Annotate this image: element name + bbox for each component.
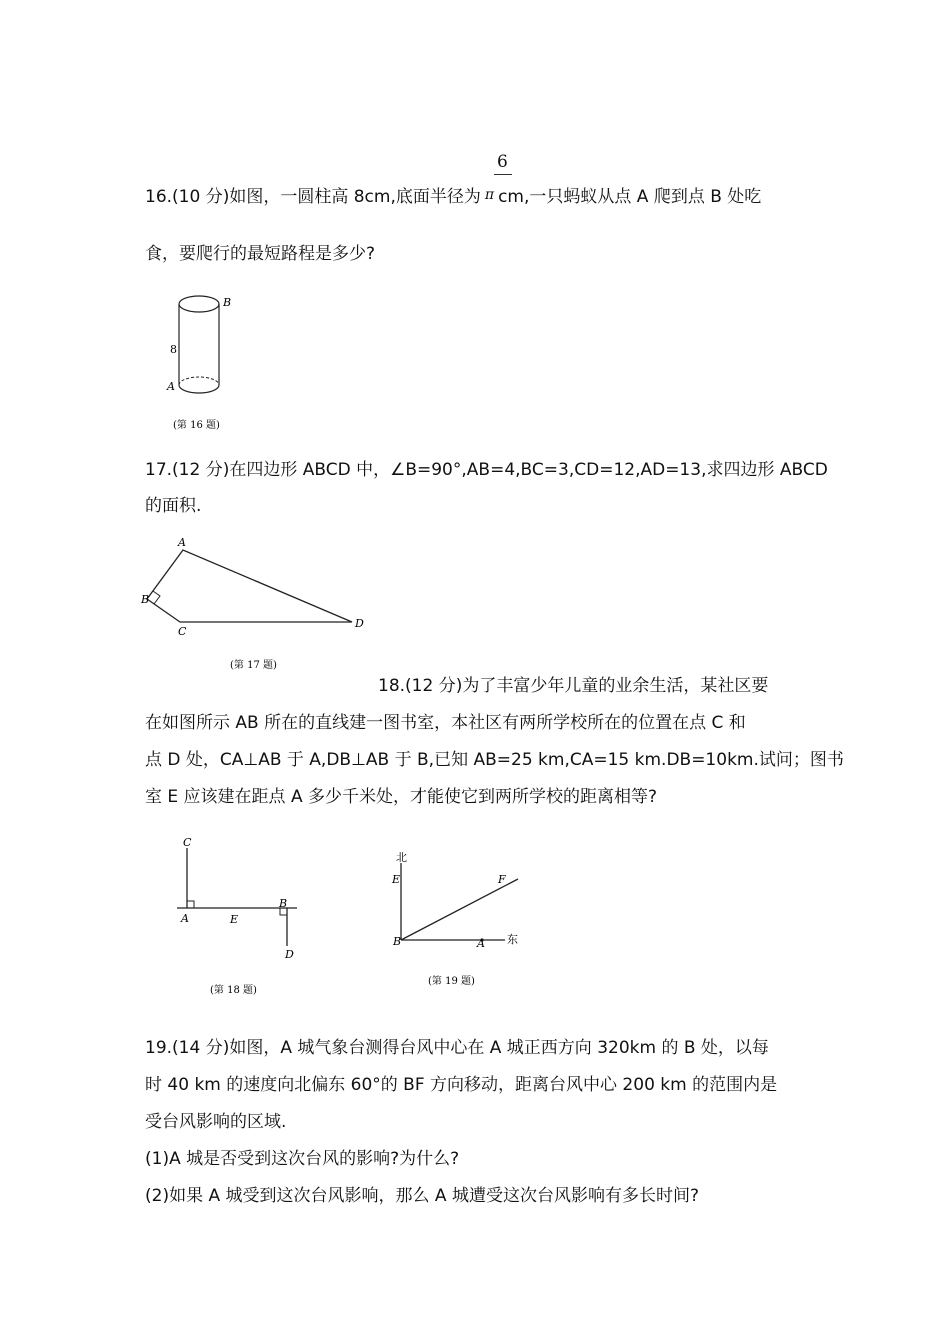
q17-line-1: 17.(12 分)在四边形 ABCD 中，∠B=90°,AB=4,BC=3,CD=12,AD=13,求四边形 ABCD <box>145 460 828 480</box>
q19-caption: (第 19 题) <box>428 976 475 987</box>
point-c-label: C <box>183 836 192 849</box>
pi-symbol: π <box>484 187 495 203</box>
point-b-label: B <box>393 935 402 948</box>
q19-figure <box>385 845 535 1000</box>
q16-text-a: 16.(10 分)如图，一圆柱高 8cm,底面半径为 <box>145 187 481 207</box>
q19-line-5: (2)如果 A 城受到这次台风影响，那么 A 城遭受这次台风影响有多长时间? <box>145 1186 699 1206</box>
q17-caption: (第 17 题) <box>230 660 277 671</box>
q16-line-1 <box>145 184 761 208</box>
height-label: 8 <box>170 343 177 356</box>
q18-figure <box>150 830 325 1005</box>
q19-line-4: (1)A 城是否受到这次台风的影响?为什么? <box>145 1149 460 1169</box>
q18-line-2: 在如图所示 AB 所在的直线建一图书室，本社区有两所学校所在的位置在点 C 和 <box>145 713 746 733</box>
q16-cylinder-figure <box>160 290 250 440</box>
point-a-label: A <box>477 937 485 950</box>
q16-caption: (第 16 题) <box>173 420 220 431</box>
east-label: 东 <box>507 933 518 946</box>
cylinder-bottom-back <box>179 377 219 385</box>
cylinder-top-ellipse <box>179 296 219 312</box>
quadrilateral-abcd <box>147 550 352 622</box>
q18-line-1: 18.(12 分)为了丰富少年儿童的业余生活，某社区要 <box>378 676 769 696</box>
q16-line-2: 食，要爬行的最短路程是多少? <box>145 244 376 264</box>
point-d-label: D <box>285 948 294 961</box>
vertex-d-label: D <box>355 617 364 630</box>
vertex-a-label: A <box>178 536 186 549</box>
cylinder-bottom-front <box>179 385 219 393</box>
vertex-b-label: B <box>141 593 150 606</box>
point-e-label: E <box>392 873 401 886</box>
north-label: 北 <box>396 851 407 864</box>
q17-line-2: 的面积. <box>145 496 202 516</box>
point-e-label: E <box>230 913 239 926</box>
fraction-numerator: 6 <box>497 152 508 172</box>
q19-line-2: 时 40 km 的速度向北偏东 60°的 BF 方向移动，距离台风中心 200 km 的范围内是 <box>145 1075 778 1095</box>
point-a-label: A <box>167 380 175 393</box>
q18-line-3: 点 D 处，CA⊥AB 于 A,DB⊥AB 于 B,已知 AB=25 km,CA=15 km.DB=10km.试问；图书 <box>145 750 844 770</box>
q19-line-1: 19.(14 分)如图，A 城气象台测得台风中心在 A 城正西方向 320km 的 B 处，以每 <box>145 1038 769 1058</box>
vertex-c-label: C <box>178 625 187 638</box>
q18-caption: (第 18 题) <box>210 985 257 996</box>
point-b-label: B <box>279 897 288 910</box>
q18-line-4: 室 E 应该建在距点 A 多少千米处，才能使它到两所学校的距离相等? <box>145 787 658 807</box>
fraction-bar <box>494 174 512 175</box>
q17-quadrilateral-figure <box>140 535 380 675</box>
q19-line-3: 受台风影响的区域. <box>145 1112 287 1132</box>
point-b-label: B <box>223 296 232 309</box>
path-bf <box>401 879 518 940</box>
right-angle-mark <box>153 591 160 604</box>
right-angle-a <box>187 901 194 908</box>
q16-text-b: cm,一只蚂蚁从点 A 爬到点 B 处吃 <box>498 187 762 207</box>
point-a-label: A <box>181 912 189 925</box>
point-f-label: F <box>498 873 506 886</box>
